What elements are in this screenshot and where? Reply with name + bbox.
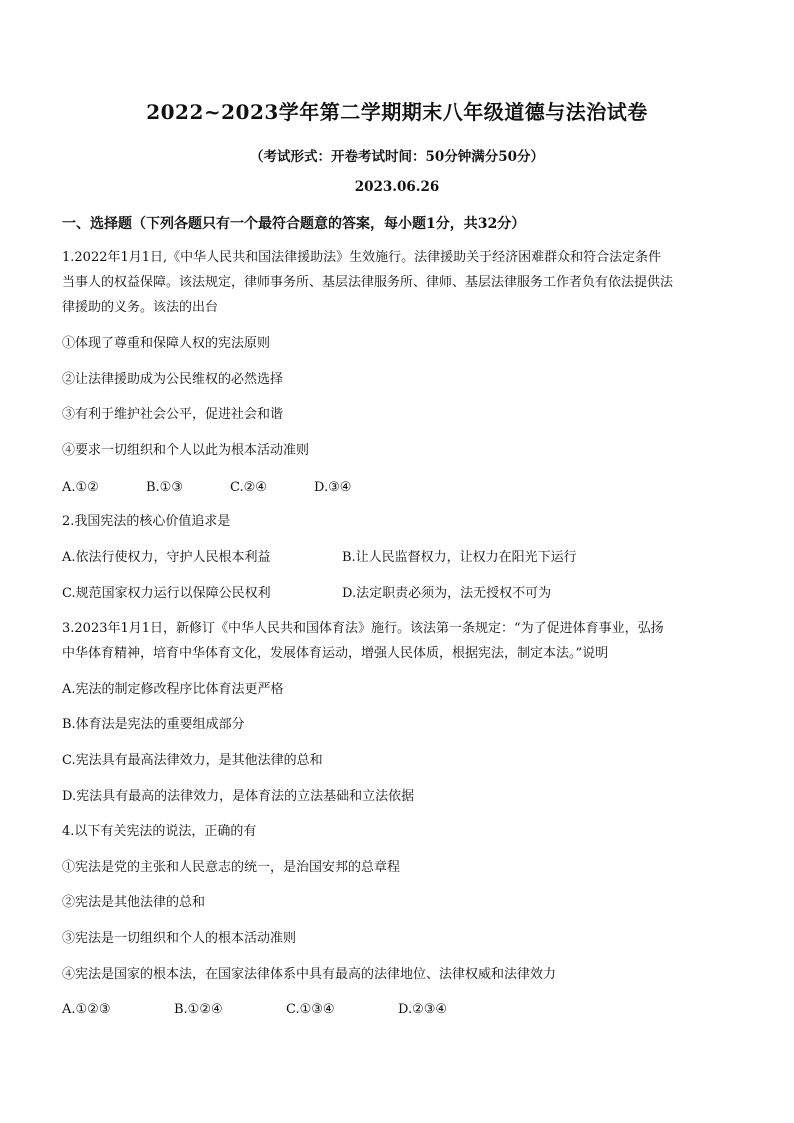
q3-option-b[interactable]: B.体育法是宪法的重要组成部分 bbox=[62, 717, 245, 732]
q4-options bbox=[62, 1000, 510, 1020]
q4-option-c[interactable]: C.①③④ bbox=[286, 1002, 335, 1017]
q3-option-a[interactable]: A.宪法的制定修改程序比体育法更严格 bbox=[62, 682, 284, 697]
q4-option-a[interactable]: A.①②③ bbox=[62, 1002, 111, 1017]
q4-item: ③宪法是一切组织和个人的根本活动准则 bbox=[62, 931, 297, 946]
q2-option-a[interactable]: A.依法行使权力，守护人民根本利益 bbox=[62, 550, 271, 565]
q1-item: ③有利于维护社会公平，促进社会和谐 bbox=[62, 407, 284, 422]
q3-option-d[interactable]: D.宪法具有最高的法律效力，是体育法的立法基础和立法依据 bbox=[62, 789, 415, 804]
q2-option-c[interactable]: C.规范国家权力运行以保障公民权利 bbox=[62, 586, 271, 601]
q1-option-c[interactable]: C.②④ bbox=[230, 480, 267, 495]
q1-option-d[interactable]: D.③④ bbox=[314, 480, 352, 495]
exam-date: 2023.06.26 bbox=[354, 179, 440, 195]
q1-stem-line-1: 1.2022年1月1日,《中华人民共和国法律援助法》生效施行。法律援助关于经济困难群众和符合法定条件 bbox=[62, 250, 662, 265]
q4-option-b[interactable]: B.①②④ bbox=[174, 1002, 223, 1017]
q4-item: ②宪法是其他法律的总和 bbox=[62, 895, 206, 910]
q2-options-row-2 bbox=[62, 584, 551, 604]
q2-stem: 2.我国宪法的核心价值追求是 bbox=[62, 514, 231, 529]
q1-stem-line-2: 当事人的权益保障。该法规定，律师事务所、基层法律服务所、律师、基层法律服务工作者负有依法提供法 bbox=[62, 275, 674, 290]
q2-options-row-1 bbox=[62, 548, 577, 568]
q2-option-b[interactable]: B.让人民监督权力，让权力在阳光下运行 bbox=[342, 550, 577, 565]
q3-stem-line-1: 3.2023年1月1日，新修订《中华人民共和国体育法》施行。该法第一条规定：“为了促进体育事业，弘扬 bbox=[62, 621, 664, 636]
q4-item: ④宪法是国家的根本法，在国家法律体系中具有最高的法律地位、法律权威和法律效力 bbox=[62, 967, 557, 982]
q3-option-c[interactable]: C.宪法具有最高法律效力，是其他法律的总和 bbox=[62, 753, 323, 768]
q2-option-d[interactable]: D.法定职责必须为，法无授权不可为 bbox=[342, 586, 552, 601]
q3-stem-line-2: 中华体育精神，培育中华体育文化，发展体育运动，增强人民体质，根据宪法，制定本法。”说明 bbox=[62, 646, 609, 661]
exam-subtitle: （考试形式：开卷考试时间：50分钟满分50分） bbox=[249, 149, 545, 165]
q1-option-b[interactable]: B.①③ bbox=[146, 480, 183, 495]
q1-option-a[interactable]: A.①② bbox=[62, 480, 99, 495]
q4-item: ①宪法是党的主张和人民意志的统一，是治国安邦的总章程 bbox=[62, 860, 401, 875]
q4-option-d[interactable]: D.②③④ bbox=[398, 1002, 448, 1017]
q1-item: ④要求一切组织和个人以此为根本活动准则 bbox=[62, 443, 310, 458]
q1-item: ①体现了尊重和保障人权的宪法原则 bbox=[62, 336, 271, 351]
q4-stem: 4.以下有关宪法的说法，正确的有 bbox=[62, 824, 257, 839]
exam-title: 2022~2023学年第二学期期末八年级道德与法治试卷 bbox=[146, 100, 648, 124]
section-heading: 一、选择题（下列各题只有一个最符合题意的答案，每小题1分，共32分） bbox=[62, 216, 526, 232]
q1-stem-line-3: 律援助的义务。该法的出台 bbox=[62, 300, 219, 315]
q1-item: ②让法律援助成为公民维权的必然选择 bbox=[62, 372, 284, 387]
q1-options bbox=[62, 478, 398, 498]
